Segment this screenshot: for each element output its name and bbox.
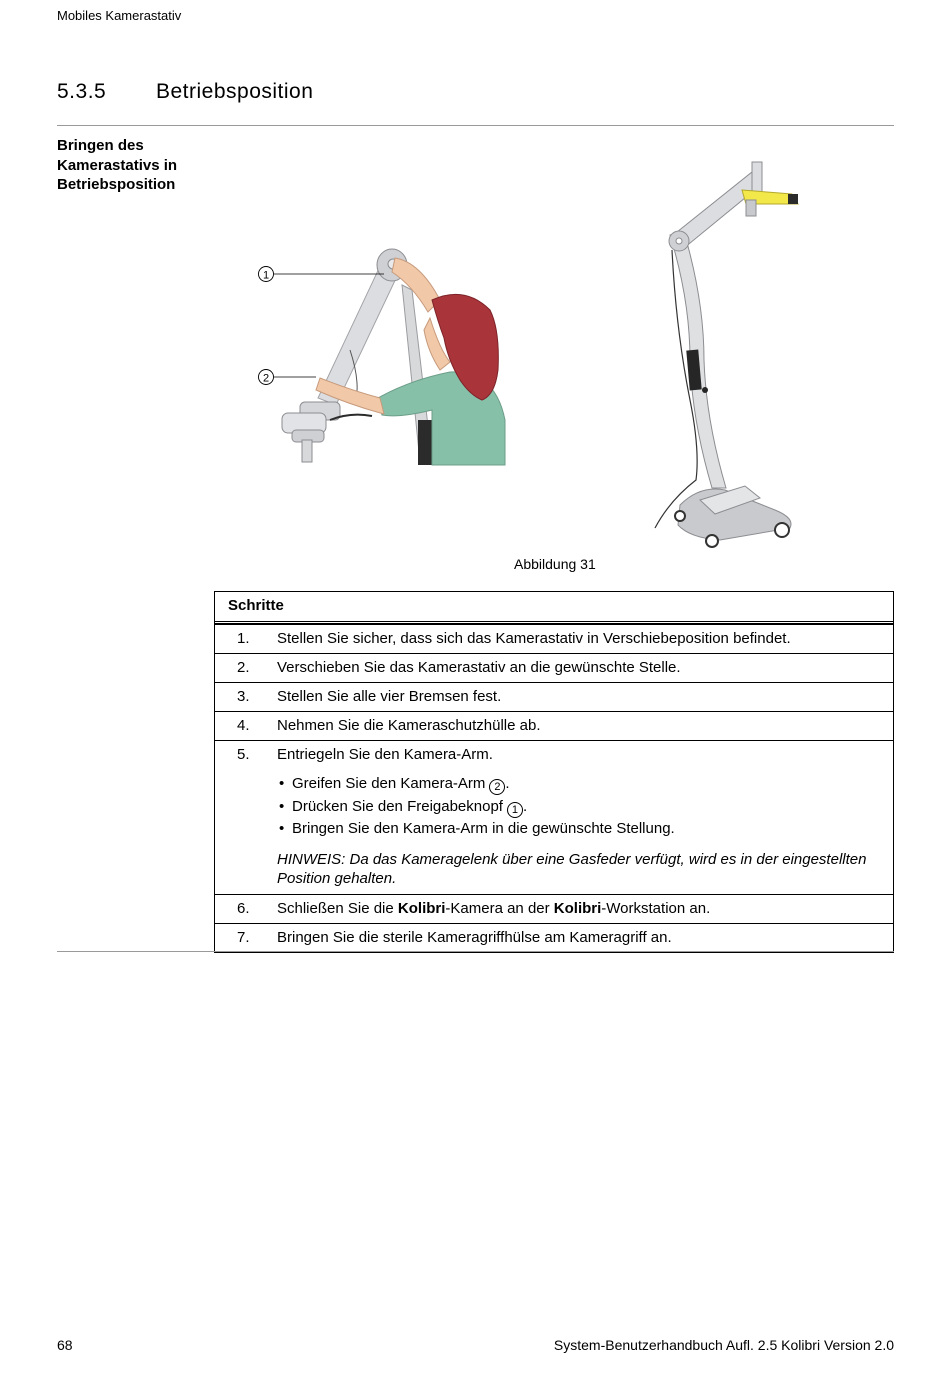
step-text: Nehmen Sie die Kameraschutzhülle ab. xyxy=(277,717,541,734)
bullet-item xyxy=(277,818,889,841)
step-number: 3. xyxy=(237,688,250,705)
step-number: 1. xyxy=(237,630,250,647)
callout-ref-2: 2 xyxy=(489,779,505,795)
callout-2-label: 2 xyxy=(262,372,270,385)
brand-name: Kolibri xyxy=(397,899,446,917)
step-number: 7. xyxy=(237,928,250,946)
step-row xyxy=(215,740,893,894)
bullet-text: Drücken Sie den Freigabeknopf xyxy=(292,797,503,815)
step-row xyxy=(215,624,893,653)
figure-illustration xyxy=(0,0,950,560)
step-row xyxy=(215,653,893,682)
steps-heading: Schritte xyxy=(215,592,893,624)
section-title: Betriebsposition xyxy=(156,80,314,103)
camera-stand-illustration xyxy=(655,162,798,547)
page-number: 68 xyxy=(57,1337,73,1353)
step-row xyxy=(215,711,893,740)
running-header: Mobiles Kamerastativ xyxy=(57,8,182,23)
figure-caption: Abbildung 31 xyxy=(514,556,596,572)
step-text: Stellen Sie sicher, dass sich das Kamerastativ in Verschiebeposition befindet. xyxy=(277,630,791,647)
step-text xyxy=(277,895,893,923)
bullet-text: Bringen Sie den Kamera-Arm in die gewünschte Stellung. xyxy=(292,820,675,837)
callout-ref-1: 1 xyxy=(507,802,523,818)
note-text: HINWEIS: Da das Kameragelenk über eine Gasfeder verfügt, wird es in der eingestellten Position gehalten. xyxy=(277,850,867,887)
step-number: 4. xyxy=(237,717,250,734)
step-bullets xyxy=(277,773,889,841)
step-number: 5. xyxy=(237,746,250,763)
side-heading: Bringen des Kamerastativs in Betriebsposition xyxy=(57,137,178,193)
bullet-text: Greifen Sie den Kamera-Arm xyxy=(292,775,486,792)
brand-name: Kolibri xyxy=(553,899,602,917)
step-row xyxy=(215,923,893,952)
step-text-part: Schließen Sie die xyxy=(277,899,398,917)
step-text: Bringen Sie die sterile Kameragriffhülse am Kameragriff an. xyxy=(277,928,672,946)
bottom-rule xyxy=(57,951,894,952)
step-text: Verschieben Sie das Kamerastativ an die gewünschte Stelle. xyxy=(277,659,681,676)
step-text: Stellen Sie alle vier Bremsen fest. xyxy=(277,688,502,705)
bullet-item xyxy=(277,796,889,819)
bullet-item xyxy=(277,773,889,796)
footer-doc-title: System-Benutzerhandbuch Aufl. 2.5 Kolibri Version 2.0 xyxy=(553,1337,894,1353)
steps-table xyxy=(214,591,894,953)
bullet-punct: . xyxy=(505,775,510,792)
step-text-part: -Kamera an der xyxy=(445,899,554,917)
step-row xyxy=(215,682,893,711)
step-row xyxy=(215,894,893,923)
step-text: Entriegeln Sie den Kamera-Arm. xyxy=(277,746,493,763)
step-number: 6. xyxy=(237,899,250,917)
person-with-camera-illustration xyxy=(259,249,506,465)
section-number: 5.3.5 xyxy=(57,80,107,103)
callout-1-label: 1 xyxy=(262,269,270,282)
bullet-punct: . xyxy=(522,797,528,815)
step-number: 2. xyxy=(237,659,250,676)
step-text-part: -Workstation an. xyxy=(601,899,711,917)
